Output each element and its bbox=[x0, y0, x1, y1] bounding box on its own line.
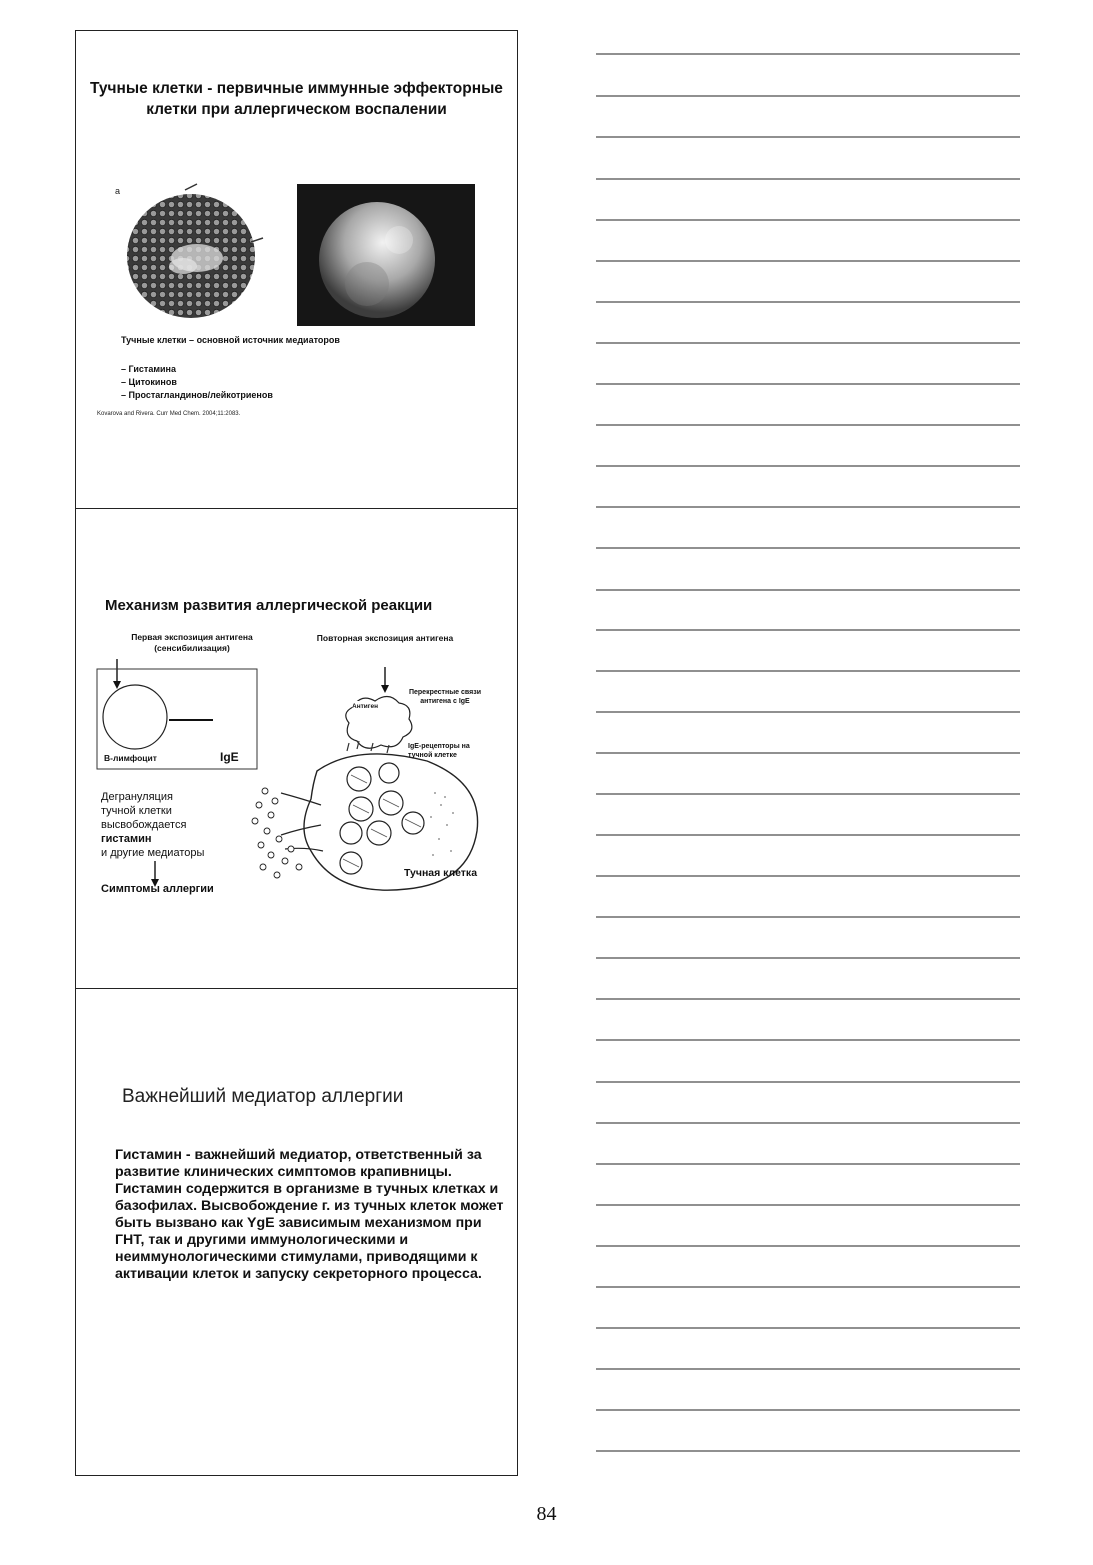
symptoms-label: Симптомы аллергии bbox=[101, 883, 214, 895]
list-item: – Простагландинов/лейкотриенов bbox=[121, 390, 273, 400]
slide3-body: Гистамин - важнейший медиатор, ответственный за развитие клинических симптомов крапивницы. Гистамин содержится в организме в тучных клетках и базофилах. Высвобождение г. из тучных клеток может быть вызвано как YgE зависимым механизмом при ГНТ, так и другими иммунологическими и неиммунологическими стимулами, приводящими к активации клеток и запуску секреторного процесса. bbox=[115, 1147, 504, 1282]
b-cell-label: B-лимфоцит bbox=[104, 753, 157, 763]
crosslinks-label: Перекрестные связи антигена с IgE bbox=[408, 689, 481, 705]
ige-label: IgE bbox=[220, 750, 239, 764]
first-exposure-label: Первая экспозиция антигена (сенсибилизация) bbox=[131, 632, 253, 653]
degranulation-text bbox=[101, 790, 204, 860]
slide1-reference: Kovarova and Rivera. Curr Med Chem. 2004;11:2083. bbox=[97, 411, 241, 417]
mast-cell-micrograph-b bbox=[297, 184, 475, 326]
panel-label-a: a bbox=[115, 186, 121, 196]
repeat-exposure-label: Повторная экспозиция антигена bbox=[316, 633, 454, 643]
list-item: – Гистамина bbox=[121, 364, 176, 374]
list-item: – Цитокинов bbox=[121, 377, 177, 387]
slide1-subtitle: Тучные клетки – основной источник медиаторов bbox=[121, 335, 340, 345]
degranulation-line: Дегрануляция bbox=[101, 791, 173, 803]
mast-cell-micrograph-a bbox=[113, 182, 265, 328]
slide2-title: Механизм развития аллергической реакции bbox=[105, 597, 433, 614]
antigen-label: Антиген bbox=[352, 703, 379, 710]
mediator-list bbox=[121, 363, 273, 402]
receptors-label: IgE-рецепторы на тучной клетке bbox=[408, 743, 470, 759]
other-mediators: и другие медиаторы bbox=[101, 847, 205, 859]
slide3-title: Важнейший медиатор аллергии bbox=[122, 1086, 404, 1107]
slide1-title: Тучные клетки - первичные иммунные эффекторные клетки при аллергическом воспалении bbox=[90, 80, 503, 118]
page-number: 84 bbox=[536, 1503, 557, 1525]
degranulation-line: высвобождается bbox=[101, 819, 187, 831]
mast-cell-label: Тучная клетка bbox=[404, 867, 478, 879]
note-lines bbox=[596, 0, 1022, 1480]
histamine-word: гистамин bbox=[101, 833, 152, 845]
degranulation-line: тучной клетки bbox=[101, 805, 172, 817]
